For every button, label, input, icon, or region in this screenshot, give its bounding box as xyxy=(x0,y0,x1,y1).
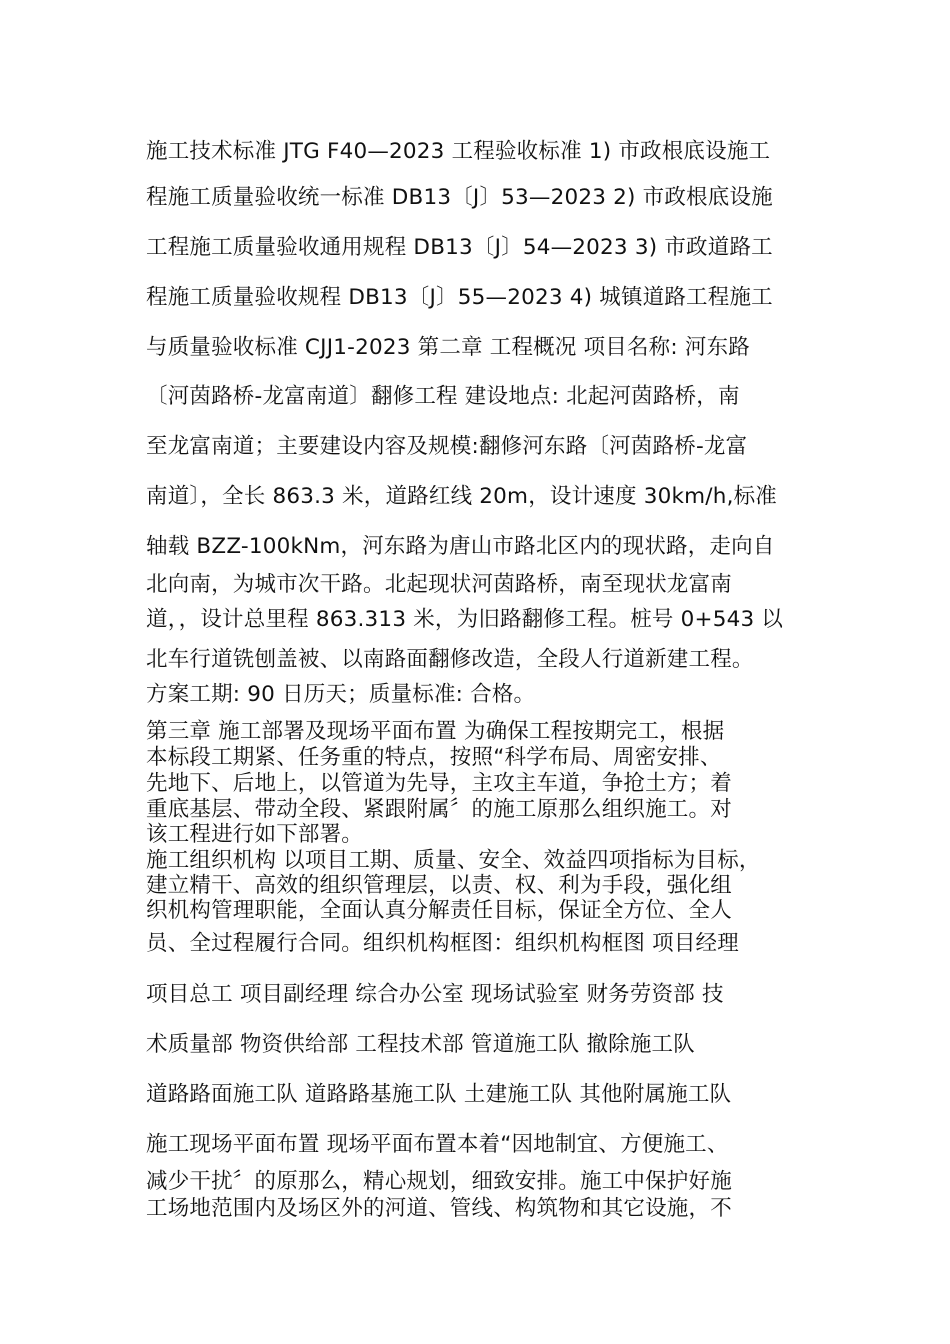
text-line: 施工现场平面布置 现场平面布置本着“因地制宜、方便施工、 xyxy=(146,1132,729,1157)
text-line: 北车行道铣刨盖被、以南路面翻修改造，全段人行道新建工程。 xyxy=(146,647,754,672)
text-line: 轴载 BZZ-100kNm，河东路为唐山市路北区内的现状路，走向自 xyxy=(146,534,775,559)
text-line: 项目总工 项目副经理 综合办公室 现场试验室 财务劳资部 技 xyxy=(146,982,724,1007)
text-line: 员、全过程履行合同。组织机构框图：组织机构框图 项目经理 xyxy=(146,931,739,956)
text-line: 先地下、后地上，以管道为先导，主攻主车道，争抢土方；着 xyxy=(146,771,732,796)
text-line: 程施工质量验收统一标准 DB13〔J〕53—2023 2) 市政根底设施 xyxy=(146,185,773,210)
text-line: 至龙富南道；主要建设内容及规模:翻修河东路〔河茵路桥-龙富 xyxy=(146,434,748,459)
text-line: 施工组织机构 以项目工期、质量、安全、效益四项指标为目标， xyxy=(146,848,761,873)
text-line: 道路路面施工队 道路路基施工队 土建施工队 其他附属施工队 xyxy=(146,1082,732,1107)
text-line: 该工程进行如下部署。 xyxy=(146,822,364,847)
text-line: 第三章 施工部署及现场平面布置 为确保工程按期完工，根据 xyxy=(146,719,725,744)
text-line: 南道〕，全长 863.3 米，道路红线 20m，设计速度 30km/h,标准 xyxy=(146,484,777,509)
text-line: 减少干扰〞的原那么，精心规划，细致安排。施工中保护好施 xyxy=(146,1169,732,1194)
text-line: 重底基层、带动全段、紧跟附属〞的施工原那么组织施工。对 xyxy=(146,797,732,822)
text-line: 方案工期: 90 日历天；质量标准: 合格。 xyxy=(146,682,536,707)
text-line: 工场地范围内及场区外的河道、管线、构筑物和其它设施，不 xyxy=(146,1196,732,1221)
text-line: 施工技术标准 JTG F40—2023 工程验收标准 1) 市政根底设施工 xyxy=(146,139,771,164)
text-line: 北向南，为城市次干路。北起现状河茵路桥，南至现状龙富南 xyxy=(146,572,732,597)
text-line: 建立精干、高效的组织管理层，以责、权、利为手段，强化组 xyxy=(146,873,732,898)
text-line: 道，，设计总里程 863.313 米，为旧路翻修工程。桩号 0+543 以 xyxy=(146,607,784,632)
text-line: 术质量部 物资供给部 工程技术部 管道施工队 撤除施工队 xyxy=(146,1032,695,1057)
text-line: 〔河茵路桥-龙富南道〕翻修工程 建设地点: 北起河茵路桥，南 xyxy=(146,384,740,409)
text-line: 与质量验收标准 CJJ1-2023 第二章 工程概况 项目名称: 河东路 xyxy=(146,335,750,360)
text-line: 本标段工期紧、任务重的特点，按照“科学布局、周密安排、 xyxy=(146,745,722,770)
text-line: 工程施工质量验收通用规程 DB13〔J〕54—2023 3) 市政道路工 xyxy=(146,235,773,260)
text-line: 程施工质量验收规程 DB13〔J〕55—2023 4) 城镇道路工程施工 xyxy=(146,285,773,310)
text-line: 织机构管理职能，全面认真分解责任目标，保证全方位、全人 xyxy=(146,898,732,923)
